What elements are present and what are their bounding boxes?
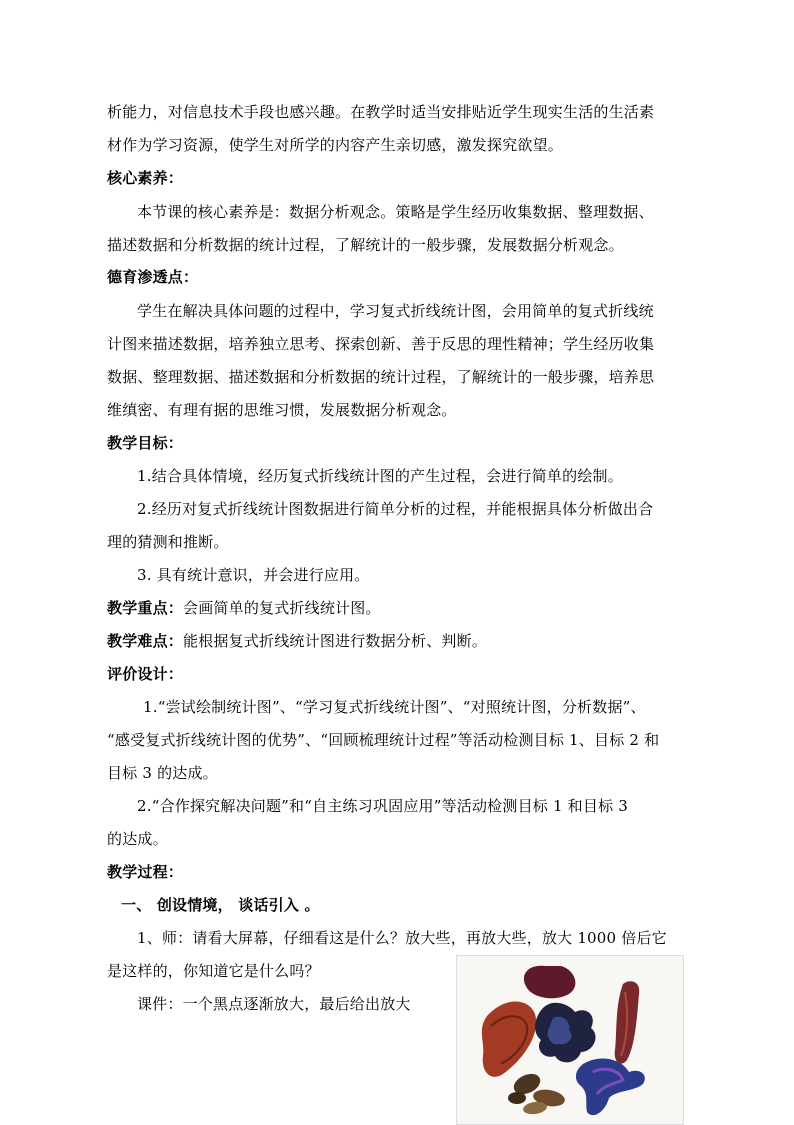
section-heading-teaching-process: 教学过程： bbox=[107, 863, 184, 881]
body-text-line: 计图来描述数据，培养独立思考、探索创新、善于反思的理性精神；学生经历收集 bbox=[107, 335, 655, 353]
evaluation-item-1: 1.“尝试绘制统计图”、“学习复式折线统计图”、“对照统计图，分析数据”、 bbox=[143, 698, 646, 716]
section-heading-teaching-goals: 教学目标： bbox=[107, 434, 184, 452]
subsection-heading-1: 一、 创设情境， 谈话引入 。 bbox=[121, 896, 320, 914]
body-text-line: 目标 3 的达成。 bbox=[107, 764, 218, 782]
body-text-line: 材作为学习资源，使学生对所学的内容产生亲切感，激发探究欲望。 bbox=[107, 136, 564, 154]
section-heading-evaluation: 评价设计： bbox=[107, 665, 184, 683]
magnified-particles-illustration bbox=[457, 956, 683, 1124]
section-heading-core-literacy: 核心素养： bbox=[107, 169, 184, 187]
key-point-line bbox=[107, 597, 381, 619]
goal-item-1: 1.结合具体情境，经历复式折线统计图的产生过程，会进行简单的绘制。 bbox=[137, 467, 623, 485]
difficulty-label: 教学难点： bbox=[107, 632, 184, 650]
body-text-line: 本节课的核心素养是：数据分析观念。策略是学生经历收集数据、整理数据、 bbox=[137, 203, 654, 221]
magnified-dust-image bbox=[456, 955, 684, 1125]
body-text-line: 的达成。 bbox=[107, 830, 168, 848]
section-heading-moral-education: 德育渗透点： bbox=[107, 268, 199, 286]
body-text-line: 1、师：请看大屏幕，仔细看这是什么？放大些，再放大些，放大 1000 倍后它 bbox=[137, 929, 667, 947]
evaluation-item-2: 2.“合作探究解决问题”和“自主练习巩固应用”等活动检测目标 1 和目标 3 bbox=[137, 797, 628, 815]
key-point-label: 教学重点： bbox=[107, 599, 184, 617]
body-text-line: 维缜密、有理有据的思维习惯，发展数据分析观念。 bbox=[107, 401, 457, 419]
difficulty-text: 能根据复式折线统计图进行数据分析、判断。 bbox=[183, 632, 488, 650]
body-text-line: 理的猜测和推断。 bbox=[107, 533, 229, 551]
key-point-text: 会画简单的复式折线统计图。 bbox=[183, 599, 381, 617]
body-text-line: 析能力，对信息技术手段也感兴趣。在教学时适当安排贴近学生现实生活的生活素 bbox=[107, 103, 655, 121]
body-text-line: 课件：一个黑点逐渐放大，最后给出放大 bbox=[137, 995, 411, 1013]
difficulty-line bbox=[107, 630, 487, 652]
body-text-line: 学生在解决具体问题的过程中，学习复式折线统计图，会用简单的复式折线统 bbox=[137, 302, 654, 320]
body-text-line: “感受复式折线统计图的优势”、“回顾梳理统计过程”等活动检测目标 1、目标 2 和 bbox=[107, 731, 660, 749]
goal-item-3: 3. 具有统计意识，并会进行应用。 bbox=[137, 566, 370, 584]
body-text-line: 是这样的，你知道它是什么吗？ bbox=[107, 962, 320, 980]
body-text-line: 描述数据和分析数据的统计过程，了解统计的一般步骤，发展数据分析观念。 bbox=[107, 236, 624, 254]
goal-item-2: 2.经历对复式折线统计图数据进行简单分析的过程，并能根据具体分析做出合 bbox=[137, 500, 654, 518]
body-text-line: 数据、整理数据、描述数据和分析数据的统计过程，了解统计的一般步骤，培养思 bbox=[107, 368, 655, 386]
